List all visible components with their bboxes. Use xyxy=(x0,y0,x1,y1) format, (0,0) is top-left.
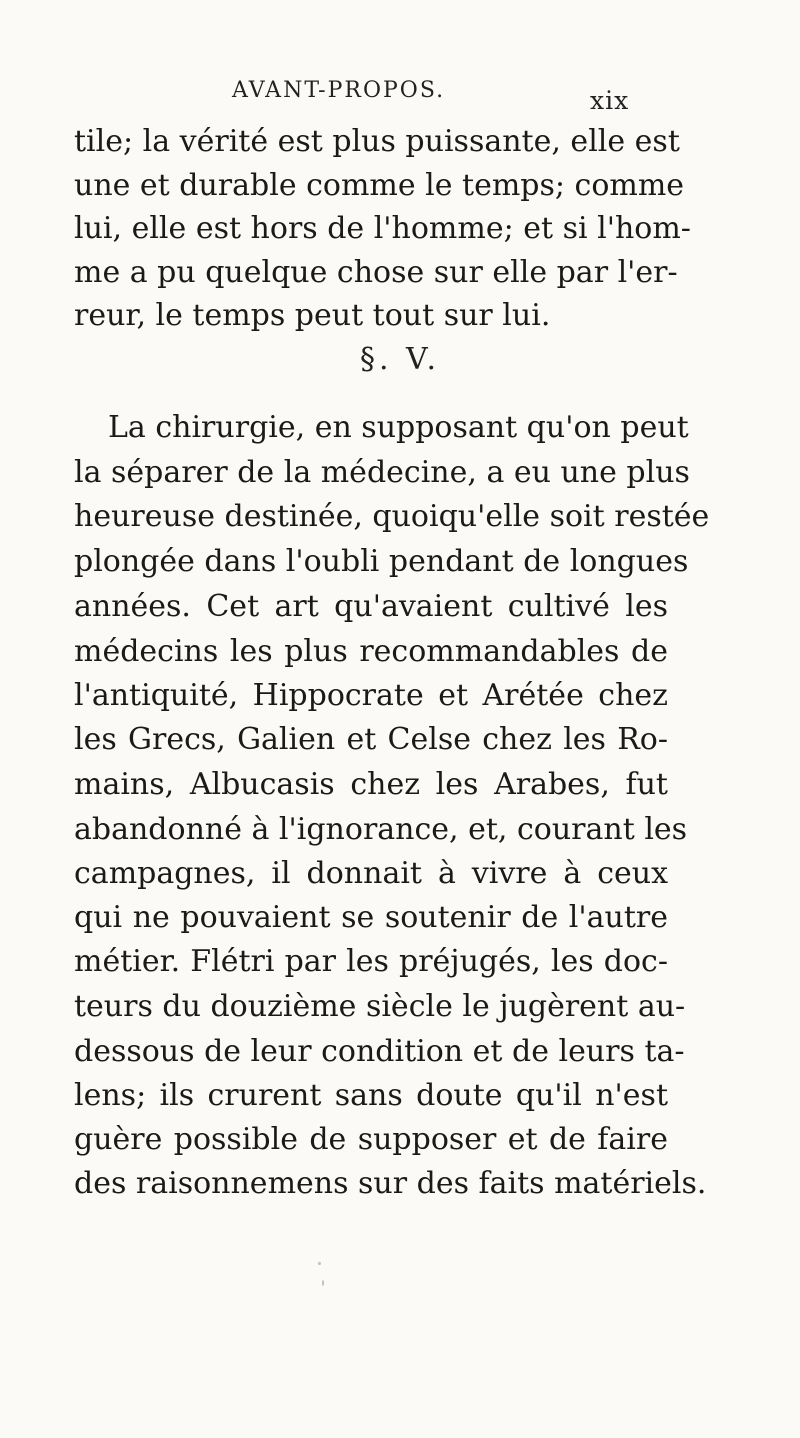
page-number: xix xyxy=(590,86,630,115)
text-line: plongée dans l'oubli pendant de longues xyxy=(74,544,689,579)
text-line: une et durable comme le temps; comme xyxy=(74,168,685,203)
paper-speck xyxy=(322,1280,324,1286)
text-line: métier. Flétri par les préjugés, les doc- xyxy=(74,944,668,979)
running-head: AVANT-PROPOS. xyxy=(232,78,446,103)
section-heading: §. V. xyxy=(359,342,441,377)
text-line: heureuse destinée, quoiqu'elle soit restée xyxy=(74,499,710,534)
text-line: reur, le temps peut tout sur lui. xyxy=(74,298,551,333)
text-line: abandonné à l'ignorance, et, courant les xyxy=(74,812,688,847)
text-line: La chirurgie, en supposant qu'on peut xyxy=(108,410,689,445)
text-line: tile; la vérité est plus puissante, elle est xyxy=(74,124,680,159)
text-line: lui, elle est hors de l'homme; et si l'hom- xyxy=(74,211,691,246)
text-line: médecins les plus recommandables de xyxy=(74,634,668,669)
text-line: qui ne pouvaient se soutenir de l'autre xyxy=(74,900,668,935)
text-line: guère possible de supposer et de faire xyxy=(74,1122,668,1157)
text-line: me a pu quelque chose sur elle par l'er- xyxy=(74,255,678,290)
text-line: teurs du douzième siècle le jugèrent au- xyxy=(74,989,686,1024)
text-line: mains, Albucasis chez les Arabes, fut xyxy=(74,767,668,802)
text-line: les Grecs, Galien et Celse chez les Ro- xyxy=(74,722,668,757)
text-line: lens; ils crurent sans doute qu'il n'est xyxy=(74,1078,668,1113)
paper-speck xyxy=(318,1262,321,1265)
text-line: des raisonnemens sur des faits matériels. xyxy=(74,1166,707,1201)
text-line: dessous de leur condition et de leurs ta- xyxy=(74,1034,685,1069)
text-line: années. Cet art qu'avaient cultivé les xyxy=(74,589,668,624)
text-line: l'antiquité, Hippocrate et Arétée chez xyxy=(74,678,668,713)
text-line: la séparer de la médecine, a eu une plus xyxy=(74,455,690,490)
text-line: campagnes, il donnait à vivre à ceux xyxy=(74,856,668,891)
